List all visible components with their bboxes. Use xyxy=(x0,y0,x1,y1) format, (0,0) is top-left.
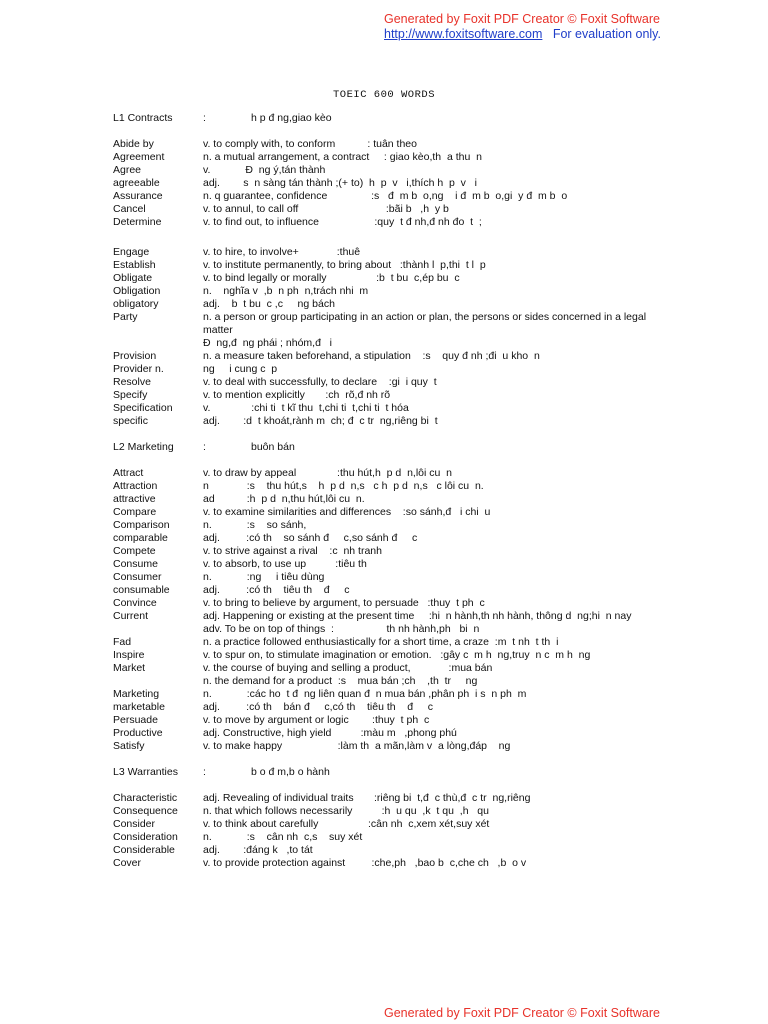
vocab-term: Establish xyxy=(113,259,156,271)
vocab-term: Determine xyxy=(113,216,162,228)
vocab-entry xyxy=(113,831,673,844)
heading-spacer xyxy=(113,454,673,467)
vocab-term: Abide by xyxy=(113,138,154,150)
vocab-definition: n. nghĩa v ,b n ph n,trách nhi m xyxy=(203,285,369,297)
vocab-definition: n. that which follows necessarily :h u qu ,k t qu ,h qu xyxy=(203,805,489,817)
vocab-definition: v. to absorb, to use up :tiêu th xyxy=(203,558,367,570)
vocab-term: Comparison xyxy=(113,519,170,531)
vocab-definition: n. :s so sánh, xyxy=(203,519,307,531)
section-colon: : xyxy=(203,441,206,453)
vocab-term: Market xyxy=(113,662,146,674)
vocab-entry xyxy=(113,272,673,285)
vocab-definition: v. to move by argument or logic :thuy t ph c xyxy=(203,714,430,726)
vocab-term: Specification xyxy=(113,402,173,414)
vocab-definition: n :s thu hút,s h p d n,s c h p d n,s c lôi cu n. xyxy=(203,480,484,492)
vocab-definition: adj. :d t khoát,rành m ch; đ c tr ng,riêng bi t xyxy=(203,415,438,427)
document-title: TOEIC 600 WORDS xyxy=(332,89,435,101)
vocab-definition: v. to find out, to influence :quy t đ nh,đ nh đo t ; xyxy=(203,216,482,228)
vocab-term: Party xyxy=(113,311,138,323)
vocab-term: obligatory xyxy=(113,298,159,310)
vocab-entry xyxy=(113,727,673,740)
vocab-term: attractive xyxy=(113,493,156,505)
vocab-entry xyxy=(113,177,673,190)
section-heading xyxy=(113,112,673,125)
vocab-entry xyxy=(113,389,673,402)
vocab-definition: adj. :có th tiêu th đ c xyxy=(203,584,350,596)
heading-spacer xyxy=(113,779,673,792)
section-lesson: L1 Contracts xyxy=(113,112,173,124)
vocab-definition: ad :h p d n,thu hút,lôi cu n. xyxy=(203,493,365,505)
vocab-entry xyxy=(113,714,673,727)
vocab-entry xyxy=(113,818,673,831)
vocab-definition: v. to strive against a rival :c nh tranh xyxy=(203,545,382,557)
vocab-term: Obligation xyxy=(113,285,161,297)
vocab-definition: adj. Constructive, high yield :màu m ,phong phú xyxy=(203,727,457,739)
vocab-entry xyxy=(113,532,673,545)
vocab-definition: v. :chi ti t kĩ thu t,chi ti t,chi ti t hóa xyxy=(203,402,409,414)
vocab-definition: v. to comply with, to conform : tuân theo xyxy=(203,138,417,150)
vocab-term: Consequence xyxy=(113,805,178,817)
vocab-term: Agreement xyxy=(113,151,165,163)
vocab-entry xyxy=(113,649,673,662)
section-colon: : xyxy=(203,112,206,124)
vocab-entry xyxy=(113,805,673,818)
vocab-term: Fad xyxy=(113,636,132,648)
vocab-entry xyxy=(113,203,673,216)
vocab-term: specific xyxy=(113,415,149,427)
foxit-banner-top xyxy=(384,12,768,42)
vocab-term: Consideration xyxy=(113,831,178,843)
vocab-definition: n. a person or group participating in an action or plan, the persons or sides concerned in a legal matter Đ ng,đ ng phái ; nhóm,đ i xyxy=(203,311,647,349)
vocab-term: Convince xyxy=(113,597,157,609)
vocab-term: Consume xyxy=(113,558,158,570)
vocab-definition: v. to spur on, to stimulate imagination or emotion. :gây c m h ng,truy n c m h ng xyxy=(203,649,591,661)
vocab-entry xyxy=(113,597,673,610)
section-meaning: buôn bán xyxy=(251,441,295,453)
vocab-entry xyxy=(113,259,673,272)
vocab-term: Cancel xyxy=(113,203,146,215)
vocab-definition: v. Đ ng ý,tán thành xyxy=(203,164,326,176)
vocab-term: Consider xyxy=(113,818,156,830)
section-meaning: b o đ m,b o hành xyxy=(251,766,330,778)
vocab-term: Specify xyxy=(113,389,148,401)
vocab-entry xyxy=(113,164,673,177)
vocab-term: marketable xyxy=(113,701,165,713)
vocab-term: Obligate xyxy=(113,272,153,284)
section-lesson: L3 Warranties xyxy=(113,766,178,778)
vocab-definition: v. to deal with successfully, to declare :gi i quy t xyxy=(203,376,437,388)
vocab-definition: n. :các ho t đ ng liên quan đ n mua bán ,phân ph i s n ph m xyxy=(203,688,527,700)
section-colon: : xyxy=(203,766,206,778)
vocab-definition: v. to hire, to involve+ :thuê xyxy=(203,246,361,258)
word-list xyxy=(113,112,673,870)
vocab-term: Consumer xyxy=(113,571,162,583)
vocab-term: Agree xyxy=(113,164,142,176)
vocab-entry xyxy=(113,285,673,298)
vocab-entry xyxy=(113,363,673,376)
vocab-definition: ng i cung c p xyxy=(203,363,278,375)
vocab-entry xyxy=(113,740,673,753)
group-spacer xyxy=(113,229,673,246)
vocab-definition: v. to provide protection against :che,ph ,bao b c,che ch ,b o v xyxy=(203,857,527,869)
vocab-term: Provision xyxy=(113,350,157,362)
vocab-definition: n. a mutual arrangement, a contract : giao kèo,th a thu n xyxy=(203,151,482,163)
vocab-entry xyxy=(113,584,673,597)
vocab-definition: v. the course of buying and selling a product, :mua bán xyxy=(203,662,493,674)
vocab-entry xyxy=(113,623,673,636)
section-lesson: L2 Marketing xyxy=(113,441,174,453)
vocab-definition: v. to examine similarities and differences :so sánh,đ i chi u xyxy=(203,506,491,518)
vocab-definition: v. to institute permanently, to bring about :thành l p,thi t l p xyxy=(203,259,486,271)
vocab-entry xyxy=(113,688,673,701)
vocab-definition: adj. :có th so sánh đ c,so sánh đ c xyxy=(203,532,418,544)
vocab-entry xyxy=(113,610,673,623)
vocab-entry xyxy=(113,519,673,532)
vocab-term: Attraction xyxy=(113,480,158,492)
vocab-definition: adj. :có th bán đ c,có th tiêu th đ c xyxy=(203,701,433,713)
vocab-entry xyxy=(113,792,673,805)
vocab-entry xyxy=(113,480,673,493)
vocab-term: Satisfy xyxy=(113,740,145,752)
vocab-definition: n. a practice followed enthusiastically for a short time, a craze :m t nh t th i xyxy=(203,636,559,648)
vocab-term: Compare xyxy=(113,506,157,518)
vocab-term: Characteristic xyxy=(113,792,178,804)
vocab-definition: n. :ng i tiêu dùng xyxy=(203,571,325,583)
vocab-entry xyxy=(113,558,673,571)
vocab-entry xyxy=(113,467,673,480)
vocab-entry xyxy=(113,571,673,584)
vocab-entry xyxy=(113,246,673,259)
vocab-definition: adj. b t bu c ,c ng bách xyxy=(203,298,335,310)
vocab-entry xyxy=(113,298,673,311)
section-heading xyxy=(113,441,673,454)
vocab-definition: v. to draw by appeal :thu hút,h p d n,lôi cu n xyxy=(203,467,453,479)
banner-generated-text: Generated by Foxit PDF Creator © Foxit Software xyxy=(384,1006,660,1020)
vocab-entry xyxy=(113,636,673,649)
vocab-entry xyxy=(113,675,673,688)
foxit-url-link[interactable]: http://www.foxitsoftware.com xyxy=(384,27,543,41)
vocab-definition: v. to mention explicitly :ch rõ,đ nh rõ xyxy=(203,389,391,401)
section-spacer xyxy=(113,428,673,441)
vocab-term: Considerable xyxy=(113,844,175,856)
vocab-term: Productive xyxy=(113,727,163,739)
vocab-term: Engage xyxy=(113,246,150,258)
vocab-entry xyxy=(113,376,673,389)
vocab-entry xyxy=(113,844,673,857)
section-meaning: h p đ ng,giao kèo xyxy=(251,112,332,124)
vocab-term: Cover xyxy=(113,857,142,869)
vocab-entry xyxy=(113,216,673,229)
vocab-definition: v. to annul, to call off :bãi b ,h y b xyxy=(203,203,449,215)
vocab-entry xyxy=(113,311,673,350)
vocab-entry xyxy=(113,506,673,519)
vocab-definition: n. the demand for a product :s mua bán ;ch ,th tr ng xyxy=(203,675,478,687)
vocab-definition: v. to think about carefully :cân nh c,xem xét,suy xét xyxy=(203,818,490,830)
vocab-term: Resolve xyxy=(113,376,151,388)
section-spacer xyxy=(113,753,673,766)
vocab-term: Inspire xyxy=(113,649,145,661)
vocab-term: Persuade xyxy=(113,714,158,726)
vocab-entry xyxy=(113,493,673,506)
vocab-entry xyxy=(113,151,673,164)
vocab-term: Attract xyxy=(113,467,144,479)
vocab-term xyxy=(113,623,203,636)
heading-spacer xyxy=(113,125,673,138)
vocab-definition: adj. Revealing of individual traits :riêng bi t,đ c thù,đ c tr ng,riêng xyxy=(203,792,531,804)
vocab-definition: v. to bind legally or morally :b t bu c,ép bu c xyxy=(203,272,460,284)
banner-generated-text: Generated by Foxit PDF Creator © Foxit Software xyxy=(384,12,660,26)
vocab-entry xyxy=(113,138,673,151)
vocab-definition: v. to bring to believe by argument, to persuade :thuy t ph c xyxy=(203,597,485,609)
vocab-entry xyxy=(113,350,673,363)
vocab-term: agreeable xyxy=(113,177,160,189)
vocab-entry xyxy=(113,402,673,415)
vocab-entry xyxy=(113,190,673,203)
vocab-term: Marketing xyxy=(113,688,160,700)
vocab-term: Assurance xyxy=(113,190,163,202)
foxit-banner-bottom xyxy=(384,1006,768,1021)
vocab-term xyxy=(113,675,203,688)
section-heading xyxy=(113,766,673,779)
vocab-definition: adj. Happening or existing at the present time :hi n hành,th nh hành, thông d ng;hi n nay xyxy=(203,610,632,622)
vocab-term: Current xyxy=(113,610,149,622)
vocab-definition: v. to make happy :làm th a mãn,làm v a lòng,đáp ng xyxy=(203,740,511,752)
vocab-entry xyxy=(113,545,673,558)
vocab-definition: n. a measure taken beforehand, a stipulation :s quy đ nh ;đi u kho n xyxy=(203,350,540,362)
vocab-term: Provider n. xyxy=(113,363,164,375)
vocab-entry xyxy=(113,857,673,870)
vocab-term: comparable xyxy=(113,532,168,544)
vocab-entry xyxy=(113,415,673,428)
vocab-definition: n. q guarantee, confidence :s đ m b o,ng i đ m b o,gi y đ m b o xyxy=(203,190,568,202)
vocab-definition: adj. :đáng k ,to tát xyxy=(203,844,313,856)
vocab-term: Compete xyxy=(113,545,156,557)
banner-url-line xyxy=(384,27,768,42)
vocab-definition: adv. To be on top of things : th nh hành,ph bi n xyxy=(203,623,480,635)
vocab-definition: adj. s n sàng tán thành ;(+ to) h p v i,thích h p v i xyxy=(203,177,478,189)
vocab-term: consumable xyxy=(113,584,170,596)
vocab-entry xyxy=(113,701,673,714)
vocab-definition: n. :s cân nh c,s suy xét xyxy=(203,831,363,843)
evaluation-note: For evaluation only. xyxy=(552,27,661,41)
vocab-entry xyxy=(113,662,673,675)
